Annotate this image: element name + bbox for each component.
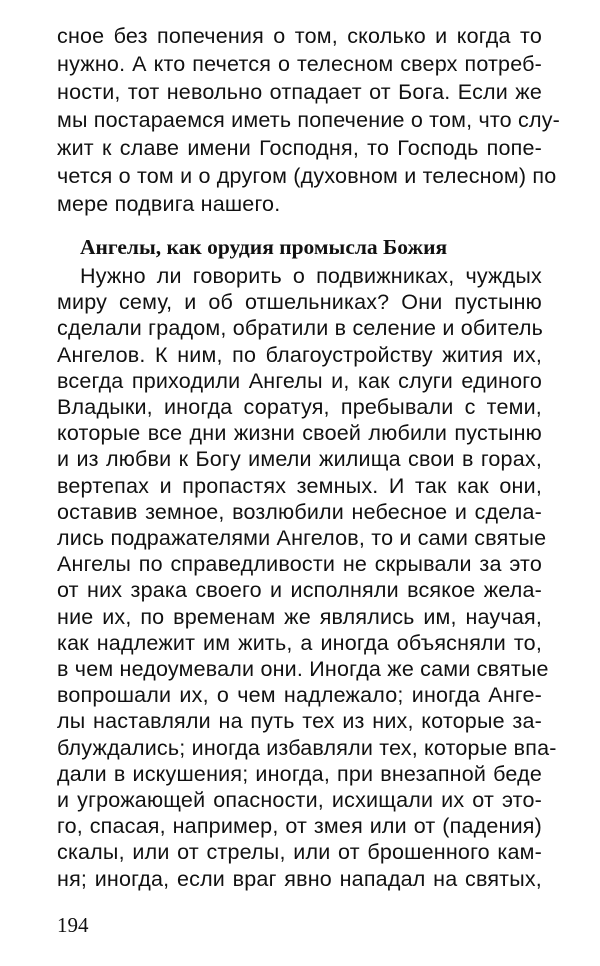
text-line: го, спасая, например, от змея или от (падения) [57, 814, 542, 838]
text-line: и угрожающей опасности, исхищали их от это- [57, 788, 542, 812]
page-number: 194 [57, 913, 89, 937]
text-line: миру сему, и об отшельниках? Они пустыню [57, 290, 542, 314]
text-line: дали в искушения; иногда, при внезапной беде [57, 762, 542, 786]
text-line: сное без попечения о том, сколько и когда то [57, 24, 542, 48]
text-line: Нужно ли говорить о подвижниках, чуждых [80, 264, 542, 288]
text-line: ня; иногда, если враг явно нападал на святых, [57, 867, 542, 891]
section-heading: Ангелы, как орудия промысла Божия [80, 235, 448, 259]
text-line: всегда приходили Ангелы и, как слуги единого [57, 369, 542, 393]
text-line: мы постараемся иметь попечение о том, что слу- [57, 108, 561, 132]
text-line: сделали градом, обратили в селение и обитель [57, 316, 544, 340]
text-line: жит к славе имени Господня, то Господь попе- [57, 136, 542, 160]
text-line: нужно. А кто печется о телесном сверх потреб- [57, 52, 542, 76]
text-line: Владыки, иногда соратуя, пребывали с теми, [57, 395, 542, 419]
text-line: как надлежит им жить, а иногда объясняли то, [57, 631, 542, 655]
text-line: мере подвига нашего. [57, 192, 281, 216]
text-line: которые все дни жизни своей любили пустыню [57, 421, 542, 445]
text-line: в чем недоумевали они. Иногда же сами святые [57, 657, 549, 681]
text-line: скалы, или от стрелы, или от брошенного кам- [57, 840, 542, 864]
text-line: Ангелы по справедливости не скрывали за это [57, 552, 542, 576]
text-line: вертепах и пропастях земных. И так как они, [57, 474, 542, 498]
text-line: лись подражателями Ангелов, то и сами святые [57, 526, 547, 550]
text-line: лы наставляли на путь тех из них, которые за- [57, 709, 542, 733]
text-line: ние их, по временам же являлись им, научая, [57, 605, 542, 629]
text-line: блуждались; иногда избавляли тех, которые впа- [57, 736, 557, 760]
text-line: от них зрака своего и исполняли всякое жела- [57, 578, 542, 602]
text-line: чется о том и о другом (духовном и телесном) по [57, 164, 557, 188]
text-line: Ангелов. К ним, по благоустройству жития их, [57, 343, 542, 367]
text-line: вопрошали их, о чем надлежало; иногда Анге- [57, 683, 542, 707]
text-line: и из любви к Богу имели жилища свои в горах, [57, 447, 542, 471]
text-line: оставив земное, возлюбили небесное и сдела- [57, 500, 542, 524]
text-line: ности, тот невольно отпадает от Бога. Если же [57, 80, 542, 104]
